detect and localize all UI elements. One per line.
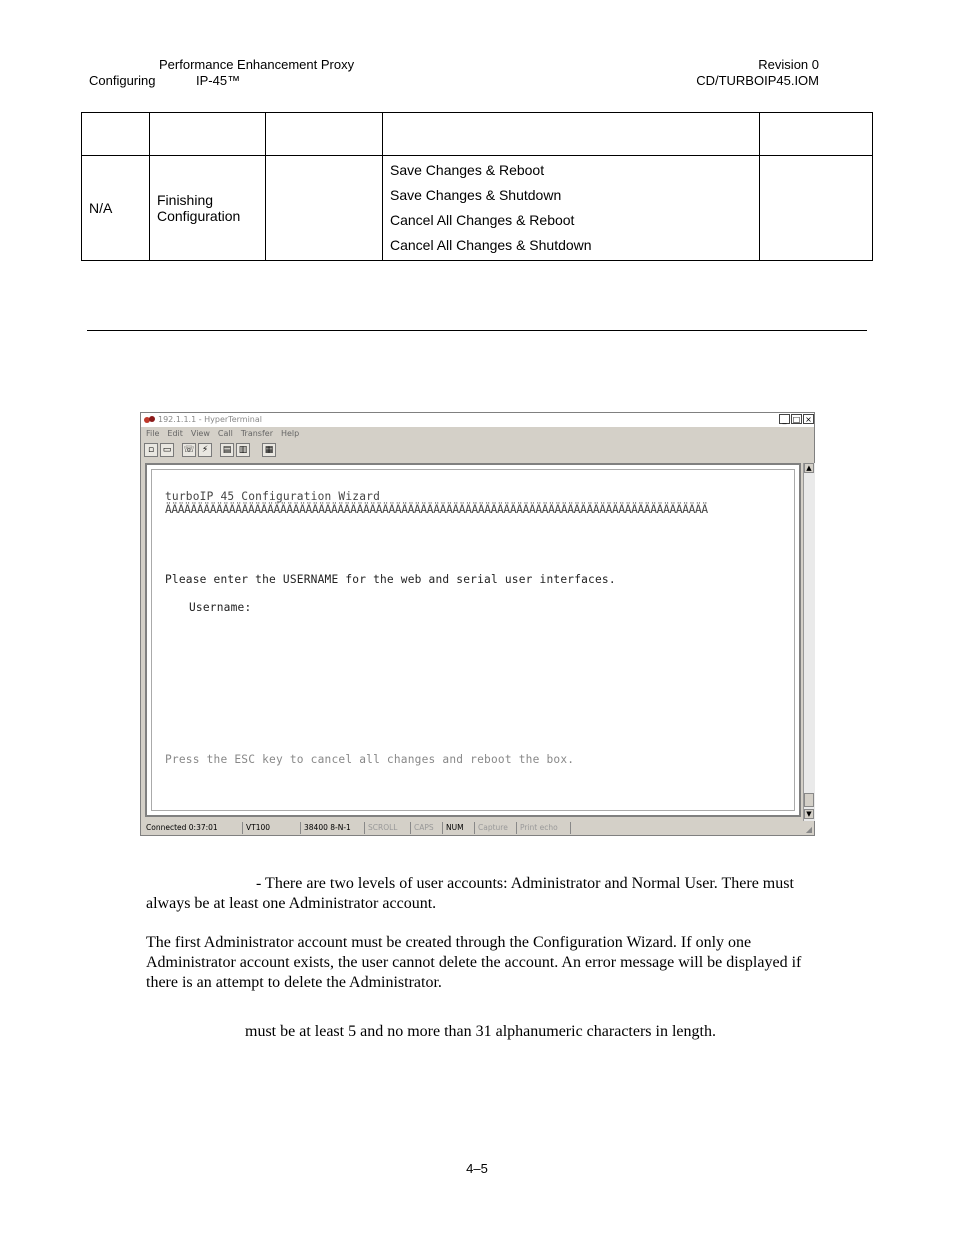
wizard-underline: ÄÄÄÄÄÄÄÄÄÄÄÄÄÄÄÄÄÄÄÄÄÄÄÄÄÄÄÄÄÄÄÄÄÄÄÄÄÄÄÄÄÄÄÄÄÄÄÄÄÄÄÄÄÄÄÄÄÄÄÄÄÄÄÄÄÄÄÄÄÄÄÄÄÄÄÄÄÄÄÄÄÄÄÄÄ bbox=[165, 503, 708, 516]
table-header-cell bbox=[760, 113, 873, 156]
status-print-echo: Print echo bbox=[517, 822, 571, 834]
receive-icon[interactable]: ▥ bbox=[236, 443, 250, 457]
esc-hint: Press the ESC key to cancel all changes and reboot the box. bbox=[165, 753, 575, 766]
status-connection: Connected 0:37:01 bbox=[143, 822, 243, 834]
admin-paragraph-line2: Administrator account exists, the user cannot delete the account. An error message will be displayed if bbox=[146, 954, 802, 971]
admin-paragraph-line3: there is an attempt to delete the Administrator. bbox=[146, 974, 442, 991]
window-title: 192.1.1.1 - HyperTerminal bbox=[158, 415, 262, 424]
table-cell-id: N/A bbox=[82, 156, 150, 261]
wizard-title: turboIP 45 Configuration Wizard bbox=[165, 490, 380, 503]
page-number: 4–5 bbox=[466, 1161, 488, 1176]
table-header-row bbox=[82, 113, 873, 156]
option-save-reboot: Save Changes & Reboot bbox=[390, 162, 545, 178]
close-button[interactable]: × bbox=[803, 414, 814, 424]
scroll-down-icon[interactable]: ▼ bbox=[804, 809, 814, 819]
option-cancel-shutdown: Cancel All Changes & Shutdown bbox=[390, 237, 592, 253]
window-titlebar[interactable] bbox=[141, 413, 814, 427]
menu-help[interactable]: Help bbox=[280, 429, 300, 438]
menu-transfer[interactable]: Transfer bbox=[240, 429, 273, 438]
table-cell-empty bbox=[266, 156, 383, 261]
option-save-shutdown: Save Changes & Shutdown bbox=[390, 187, 562, 203]
new-icon[interactable]: ▫ bbox=[144, 443, 158, 457]
status-emulation: VT100 bbox=[243, 822, 301, 834]
table-header-cell bbox=[383, 113, 760, 156]
header-doc-id: CD/TURBOIP45.IOM bbox=[696, 73, 819, 88]
header-revision: Revision 0 bbox=[758, 57, 819, 72]
menu-bar bbox=[141, 428, 302, 440]
option-cancel-reboot: Cancel All Changes & Reboot bbox=[390, 212, 575, 228]
status-caps: CAPS bbox=[411, 822, 443, 834]
table-cell-empty bbox=[760, 156, 873, 261]
menu-view[interactable]: View bbox=[190, 429, 210, 438]
table-header-cell bbox=[266, 113, 383, 156]
scroll-thumb[interactable] bbox=[804, 793, 814, 807]
scroll-up-icon[interactable]: ▲ bbox=[804, 463, 814, 473]
terminal-screen[interactable] bbox=[145, 463, 801, 817]
header-product: IP-45™ bbox=[196, 73, 241, 88]
menu-edit[interactable]: Edit bbox=[167, 429, 183, 438]
table-header-cell bbox=[150, 113, 266, 156]
header-chapter: Configuring bbox=[89, 73, 156, 88]
table-cell-name: Finishing Configuration bbox=[150, 156, 266, 261]
table-cell-options bbox=[383, 156, 760, 261]
table-header-cell bbox=[82, 113, 150, 156]
accounts-paragraph-line1: - There are two levels of user accounts: Administrator and Normal User. There must bbox=[256, 875, 794, 892]
admin-paragraph-line1: The first Administrator account must be created through the Configuration Wizard. If only one bbox=[146, 934, 752, 951]
username-prompt: Please enter the USERNAME for the web and serial user interfaces. bbox=[165, 573, 616, 586]
hyperterminal-window bbox=[140, 412, 815, 836]
status-num: NUM bbox=[443, 822, 475, 834]
open-icon[interactable]: ▭ bbox=[160, 443, 174, 457]
status-bar bbox=[141, 822, 814, 835]
hyperterminal-app-icon bbox=[144, 415, 155, 425]
properties-icon[interactable]: ▦ bbox=[262, 443, 276, 457]
section-divider bbox=[87, 330, 867, 331]
disconnect-icon[interactable]: ⚡ bbox=[198, 443, 212, 457]
username-length-note: must be at least 5 and no more than 31 alphanumeric characters in length. bbox=[245, 1023, 716, 1040]
table-row bbox=[82, 156, 873, 261]
resize-grip-icon[interactable]: ◢ bbox=[805, 825, 812, 834]
menu-table bbox=[81, 112, 873, 261]
vertical-scrollbar[interactable] bbox=[803, 463, 815, 821]
minimize-button[interactable]: _ bbox=[779, 414, 790, 424]
status-scroll: SCROLL bbox=[365, 822, 411, 834]
accounts-paragraph-line2: always be at least one Administrator account. bbox=[146, 895, 437, 912]
username-label: Username: bbox=[189, 601, 252, 614]
status-port-settings: 38400 8-N-1 bbox=[301, 822, 365, 834]
phone-icon[interactable]: ☏ bbox=[183, 445, 195, 455]
menu-file[interactable]: File bbox=[146, 429, 160, 438]
header-doc-title: Performance Enhancement Proxy bbox=[159, 57, 355, 72]
maximize-button[interactable]: □ bbox=[792, 415, 801, 424]
status-capture: Capture bbox=[475, 822, 517, 834]
send-icon[interactable]: ▤ bbox=[220, 443, 234, 457]
menu-call[interactable]: Call bbox=[217, 429, 233, 438]
